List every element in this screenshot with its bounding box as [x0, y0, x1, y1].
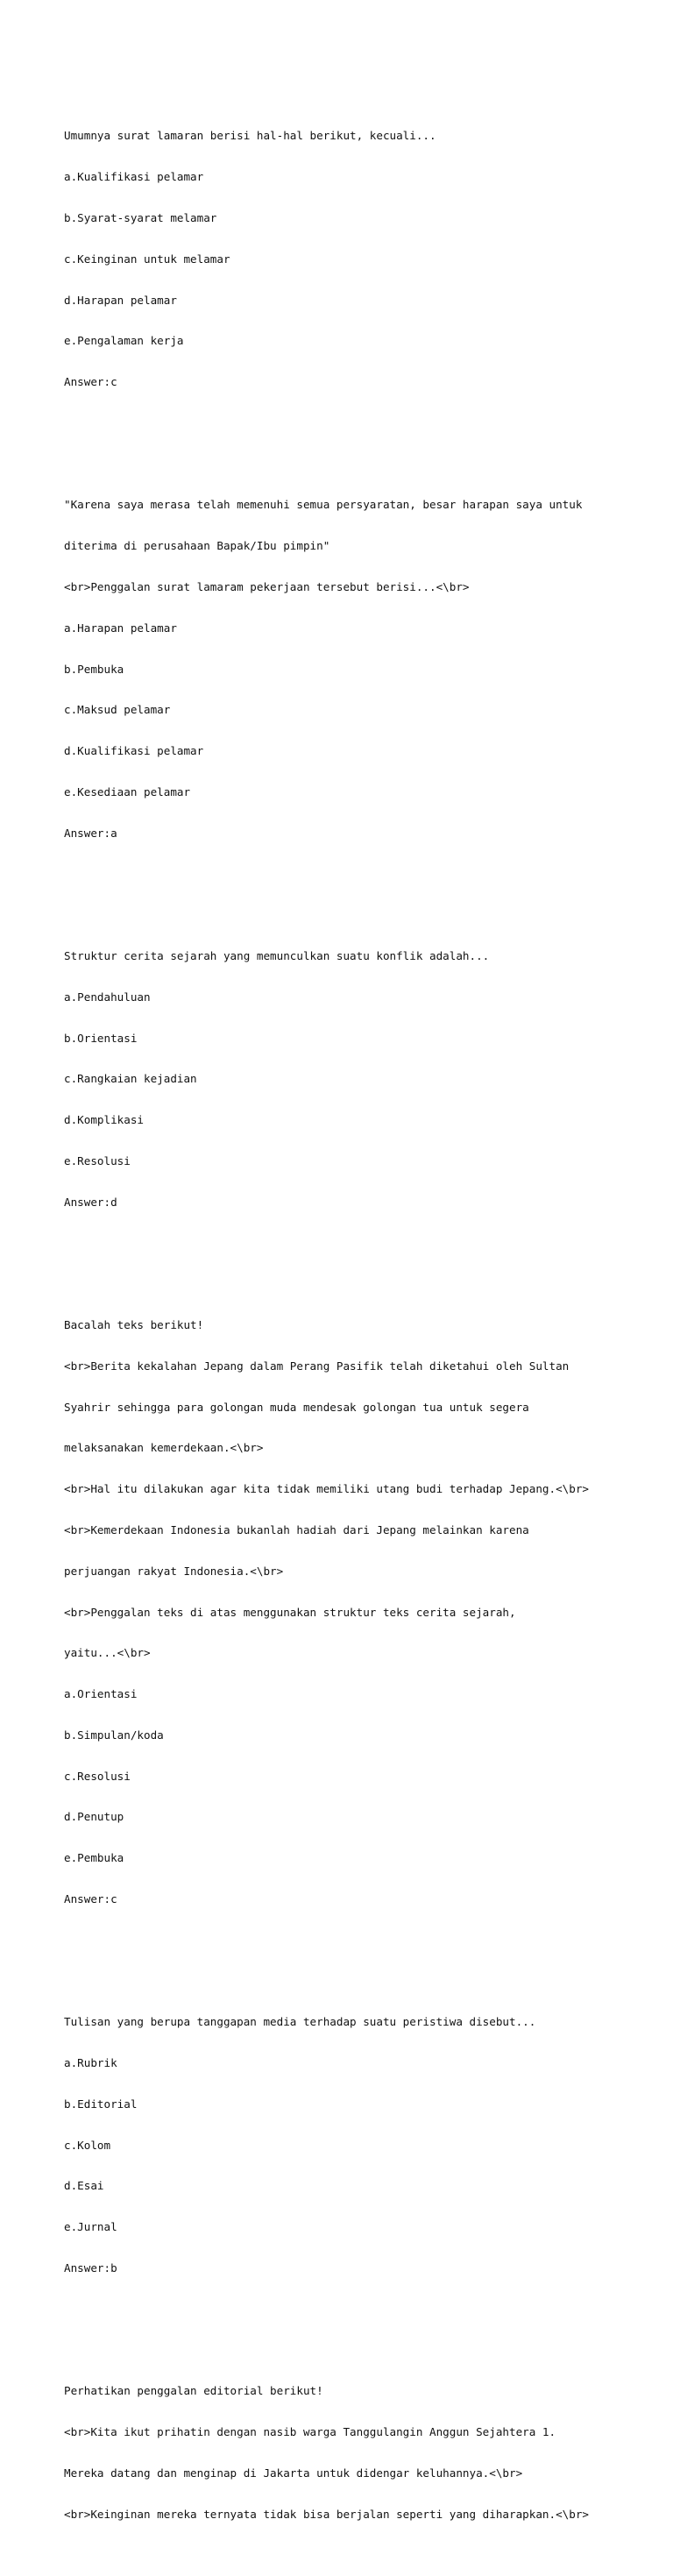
option-b: b.Orientasi [64, 1031, 138, 1045]
option-b: b.Syarat-syarat melamar [64, 210, 217, 224]
option-e: e.Resolusi [64, 1153, 131, 1167]
question-block-1 [64, 102, 660, 416]
option-c: c.Keinginan untuk melamar [64, 252, 230, 266]
question-text: <br>Kemerdekaan Indonesia bukanlah hadiah dari Jepang melainkan karena [64, 1522, 529, 1536]
question-text: perjuangan rakyat Indonesia.<\br> [64, 1564, 284, 1578]
option-d: d.Penutup [64, 1810, 124, 1824]
answer-line: Answer:d [64, 1195, 117, 1209]
option-a: a.Orientasi [64, 1687, 138, 1701]
option-d: d.Esai [64, 2179, 104, 2193]
option-b: b.Pembuka [64, 662, 124, 676]
question-text: <br>Penggalan teks di atas menggunakan struktur teks cerita sejarah, [64, 1605, 516, 1619]
option-a: a.Pendahuluan [64, 990, 151, 1004]
question-text: <br>Berita kekalahan Jepang dalam Perang Pasifik telah diketahui oleh Sultan [64, 1359, 570, 1373]
option-a: a.Rubrik [64, 2056, 117, 2070]
question-text: diterima di perusahaan Bapak/Ibu pimpin" [64, 539, 330, 553]
answer-line: Answer:c [64, 375, 117, 389]
option-b: b.Editorial [64, 2097, 138, 2111]
question-text: melaksanakan kemerdekaan.<\br> [64, 1441, 264, 1455]
option-b: b.Simpulan/koda [64, 1728, 164, 1742]
option-d: d.Komplikasi [64, 1113, 144, 1127]
question-text: <br>Kita ikut prihatin dengan nasib warga Tanggulangin Anggun Sejahtera 1. [64, 2425, 556, 2439]
option-d: d.Harapan pelamar [64, 293, 177, 307]
question-text: yaitu...<\br> [64, 1646, 151, 1660]
question-block-2 [64, 471, 660, 867]
option-e: e.Pengalaman kerja [64, 334, 184, 348]
question-text: <br>Hal itu dilakukan agar kita tidak memiliki utang budi terhadap Jepang.<\br> [64, 1482, 589, 1496]
question-block-3 [64, 922, 660, 1237]
document-page [64, 75, 660, 2576]
option-e: e.Pembuka [64, 1851, 124, 1865]
question-text: Tulisan yang berupa tanggapan media terhadap suatu peristiwa disebut... [64, 2015, 536, 2029]
question-text: Umumnya surat lamaran berisi hal-hal berikut, kecuali... [64, 129, 436, 143]
option-c: c.Rangkaian kejadian [64, 1072, 197, 1086]
question-text: Mereka datang dan menginap di Jakarta untuk didengar keluhannya.<\br> [64, 2466, 523, 2480]
question-text: <br>Penggalan surat lamaram pekerjaan tersebut berisi...<\br> [64, 579, 470, 593]
option-e: e.Jurnal [64, 2220, 117, 2234]
question-block-4 [64, 1291, 660, 1934]
answer-line: Answer:b [64, 2261, 117, 2274]
option-a: a.Kualifikasi pelamar [64, 170, 204, 184]
option-d: d.Kualifikasi pelamar [64, 744, 204, 758]
question-block-5 [64, 1988, 660, 2303]
option-c: c.Maksud pelamar [64, 703, 171, 717]
question-text: Perhatikan penggalan editorial berikut! [64, 2384, 323, 2398]
option-a: a.Harapan pelamar [64, 621, 177, 635]
question-block-6 [64, 2357, 660, 2548]
question-text: <br>Keinginan mereka ternyata tidak bisa berjalan seperti yang diharapkan.<\br> [64, 2507, 589, 2521]
question-text: Struktur cerita sejarah yang memunculkan suatu konflik adalah... [64, 949, 490, 962]
option-c: c.Resolusi [64, 1769, 131, 1783]
answer-line: Answer:c [64, 1891, 117, 1905]
question-text: Bacalah teks berikut! [64, 1318, 204, 1332]
answer-line: Answer:a [64, 826, 117, 840]
option-e: e.Kesediaan pelamar [64, 784, 191, 798]
question-text: "Karena saya merasa telah memenuhi semua persyaratan, besar harapan saya untuk [64, 498, 583, 512]
question-text: Syahrir sehingga para golongan muda mendesak golongan tua untuk segera [64, 1400, 529, 1414]
option-c: c.Kolom [64, 2138, 111, 2152]
